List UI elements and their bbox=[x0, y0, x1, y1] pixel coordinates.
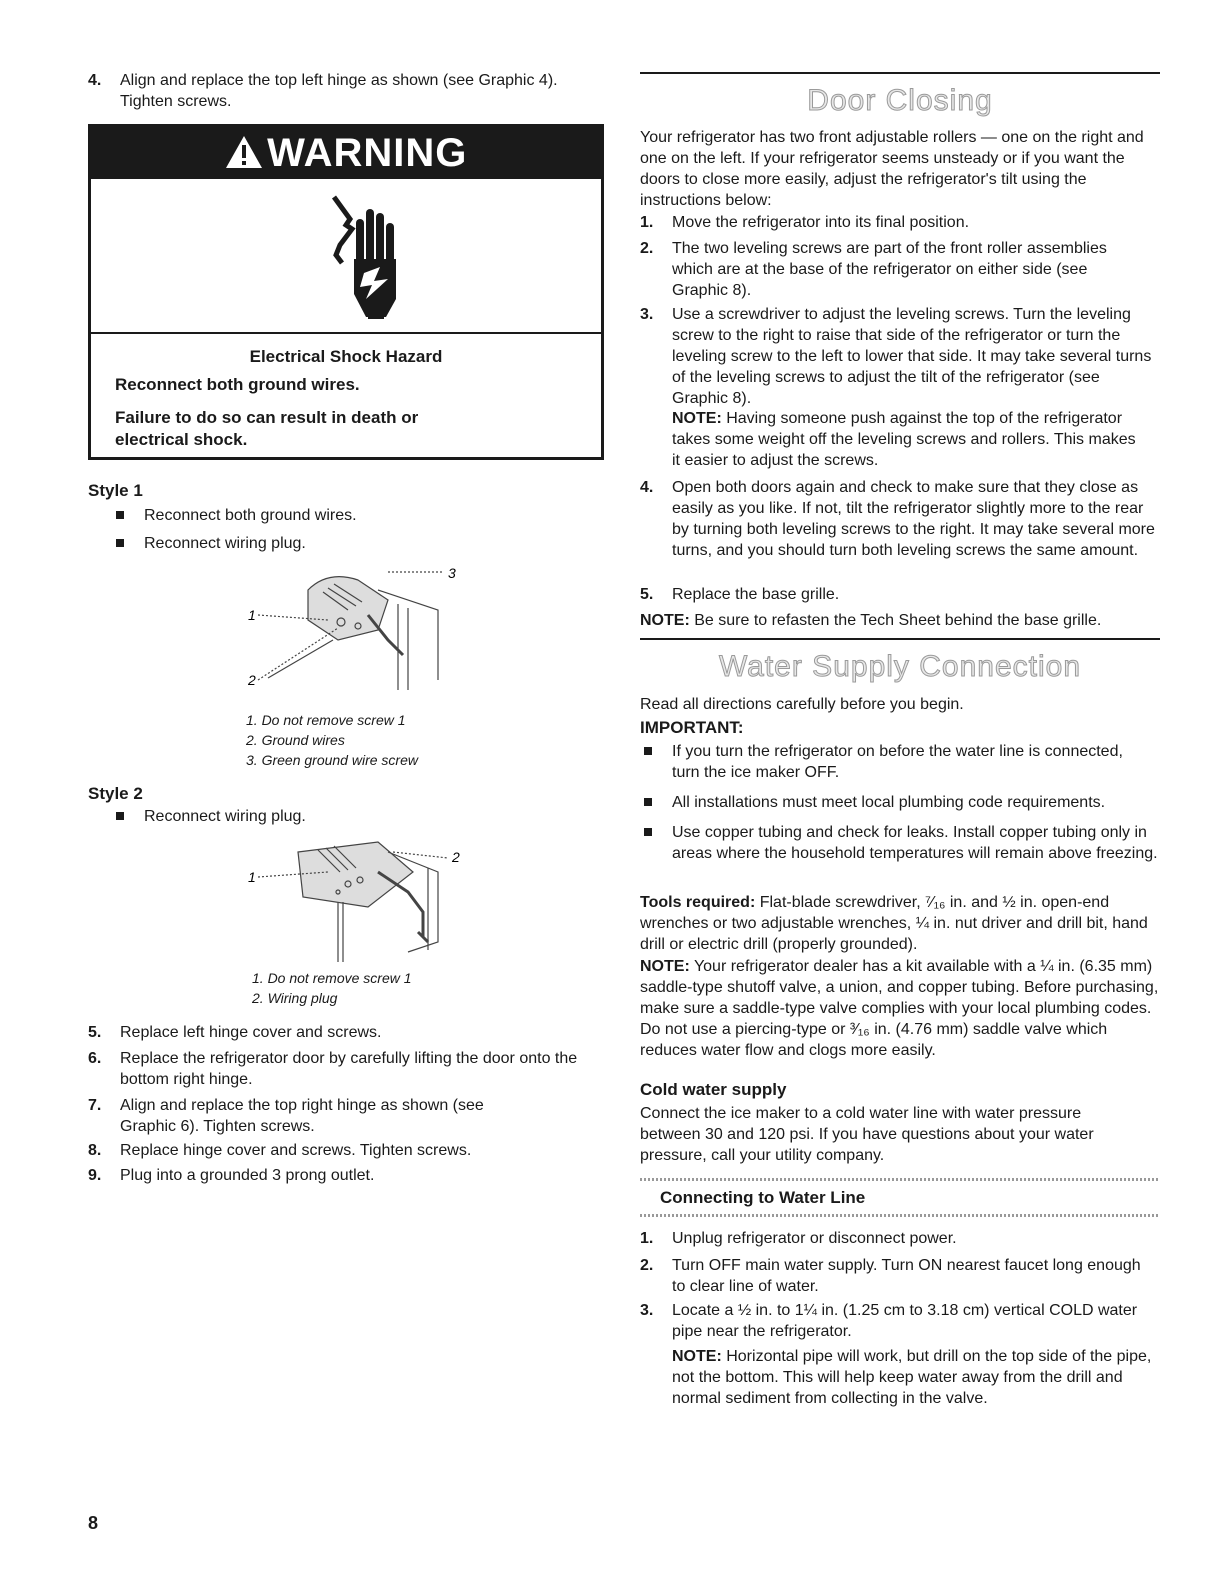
style-1-illustration bbox=[228, 560, 468, 705]
style-2-title: Style 2 bbox=[88, 784, 143, 803]
callout-2: 2 bbox=[452, 849, 460, 865]
door-closing-title: Door Closing bbox=[807, 84, 993, 117]
kit-note: NOTE: Your refrigerator dealer has a kit available with a ¼ in. (6.35 mm) saddle-type shutoff valve, a union, and copper tubing. Before purchasing, make sure a saddle-type valve complies with your local plumbing codes. Do not use a piercing-type or ³⁄₁₆ in. (4.76 mm) saddle valve which reduces water flow and clogs more easily. bbox=[640, 958, 1159, 1059]
subsection-rule bbox=[640, 1178, 1160, 1181]
section-rule bbox=[640, 72, 1160, 74]
connecting-title: Connecting to Water Line bbox=[660, 1188, 866, 1207]
door-closing-intro: Your refrigerator has two front adjustable rollers — one on the right and one on the left. If your refrigerator seems unsteady or if you want the doors to close more easily, adjust the refrigerator's tilt using the instructions below: bbox=[640, 129, 1144, 209]
bullet-icon bbox=[644, 828, 652, 836]
callout-1: 1 bbox=[248, 607, 256, 623]
warning-line-2: Failure to do so can result in death or electrical shock. bbox=[115, 408, 419, 449]
style-1-title: Style 1 bbox=[88, 481, 143, 500]
caption: 2. Wiring plug bbox=[252, 990, 338, 1006]
water-intro: Read all directions carefully before you begin. bbox=[640, 696, 964, 713]
water-step-3-note: NOTE: Horizontal pipe will work, but drill on the top side of the pipe, not the bottom. This will help keep water away from the drill and normal sediment from collecting in the valve. bbox=[672, 1348, 1152, 1407]
hazard-title: Electrical Shock Hazard bbox=[249, 347, 443, 366]
warning-line-1: Reconnect both ground wires. bbox=[115, 375, 360, 394]
water-supply-title: Water Supply Connection bbox=[718, 650, 1082, 683]
subsection-rule bbox=[640, 1214, 1160, 1217]
caption: 2. Ground wires bbox=[246, 732, 345, 748]
warning-banner bbox=[91, 127, 601, 179]
warning-triangle-icon bbox=[225, 135, 263, 174]
warning-title: WARNING bbox=[267, 131, 468, 175]
cold-water-text: Connect the ice maker to a cold water line with water pressure between 30 and 120 psi. If you have questions about your water pressure, call your utility company. bbox=[640, 1105, 1094, 1164]
door-closing-note: NOTE: Be sure to refasten the Tech Sheet behind the base grille. bbox=[640, 612, 1102, 629]
caption: 1. Do not remove screw 1 bbox=[252, 970, 412, 986]
callout-3: 3 bbox=[448, 565, 456, 581]
electric-shock-hand-icon bbox=[316, 189, 406, 334]
callout-1: 1 bbox=[248, 869, 256, 885]
bullet-icon bbox=[644, 747, 652, 755]
cold-water-title: Cold water supply bbox=[640, 1080, 787, 1099]
page-number: 8 bbox=[88, 1513, 99, 1533]
bullet-icon bbox=[116, 511, 124, 519]
step-number: 4. bbox=[88, 72, 102, 89]
door-step-3-note: NOTE: Having someone push against the top of the refrigerator takes some weight off the leveling screws and rollers. This makes it easier to adjust the screws. bbox=[672, 410, 1136, 469]
section-rule bbox=[640, 638, 1160, 640]
tools-required: Tools required: Flat-blade screwdriver, ⁷⁄₁₆ in. and ½ in. open-end wrenches or two adjustable wrenches, ¼ in. nut driver and drill bit, hand drill or electric drill (properly grounded). bbox=[640, 894, 1148, 953]
bullet-icon bbox=[116, 539, 124, 547]
callout-2: 2 bbox=[248, 672, 256, 688]
caption: 3. Green ground wire screw bbox=[246, 752, 418, 768]
caption: 1. Do not remove screw 1 bbox=[246, 712, 406, 728]
style-2-illustration bbox=[228, 832, 468, 972]
warning-box bbox=[88, 124, 604, 460]
step-text: Align and replace the top left hinge as shown (see Graphic 4). Tighten screws. bbox=[120, 72, 558, 110]
important-label: IMPORTANT: bbox=[640, 718, 744, 737]
warning-divider bbox=[91, 332, 601, 334]
bullet-icon bbox=[116, 812, 124, 820]
bullet-icon bbox=[644, 798, 652, 806]
